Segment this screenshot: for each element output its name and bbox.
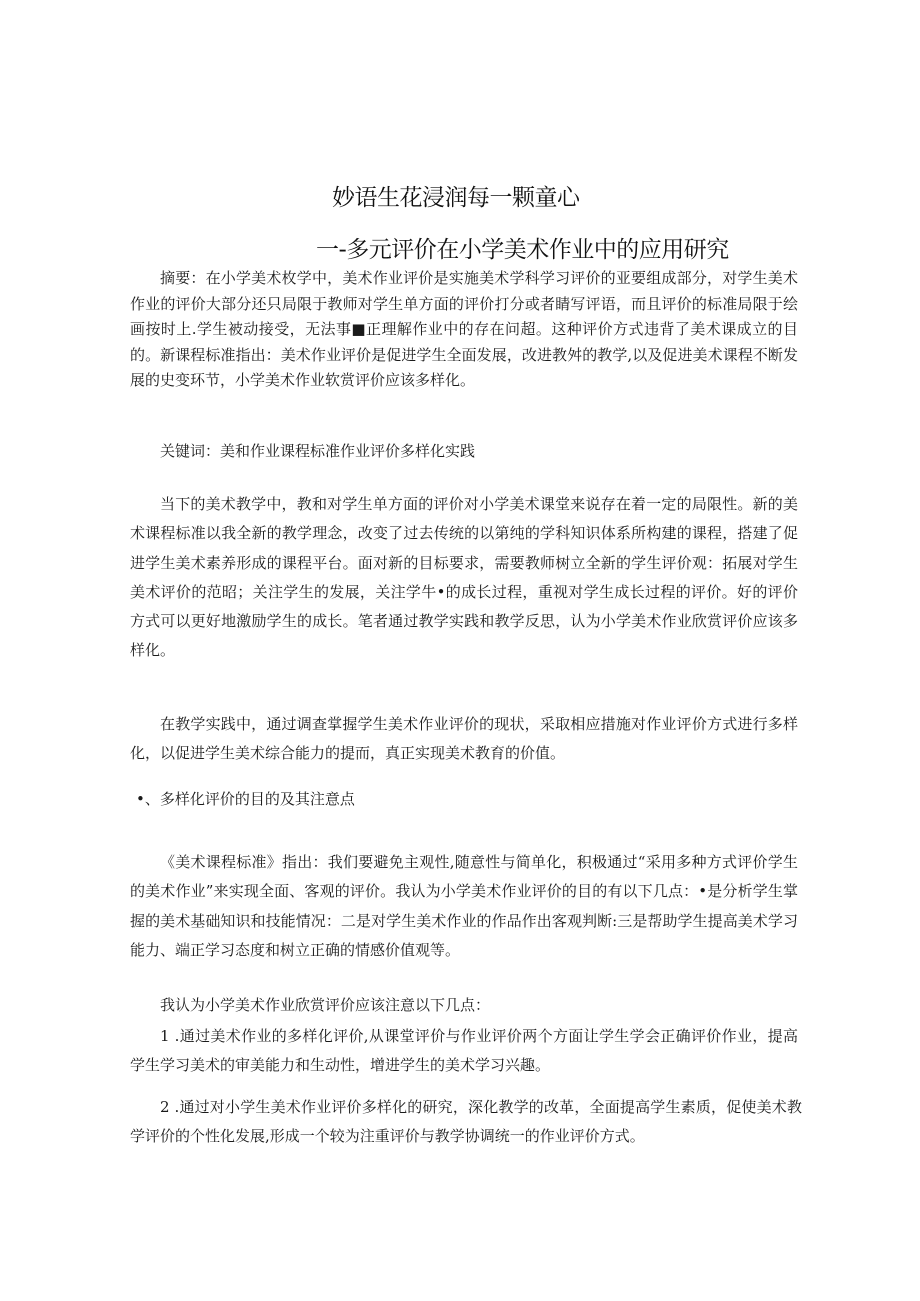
document-subtitle: 一-多元评价在小学美术作业中的应用研究 (316, 237, 729, 263)
list-item-1: 1 .通过美术作业的多样化评价,从课堂评价与作业评价两个方面让学生学会正确评价作业，提高学生学习美术的审美能力和生动性，增进学生的美术学习兴趣。 (130, 1027, 798, 1075)
body-paragraph-2: 在教学实践中，通过调查掌握学生美术作业评价的现状，采取相应措施对作业评价方式进行多样化，以促进学生美术综合能力的提而，真正实现美术教育的价值。 (130, 715, 798, 763)
list-item-2: 2 .通过对小学生美术作业评价多样化的研究，深化教学的改革，全面提高学生素质，促使美术教学评价的个性化发展,形成一个较为注重评价与教学协调统一的作业评价方式。 (130, 1098, 802, 1146)
body-paragraph-3: 《美术课程标准》指出：我们要避免主观性,随意性与简单化，积极通过“采用多种方式评价学生的美术作业”来实现全面、客观的评价。我认为小学美术作业评价的目的有以下几点：•是分析学生掌握的美术基础知识和技能情况：二是对学生美术作业的作品作出客观判断:三是帮助学生提高美术学习能力、端正学习态度和树立正确的情感价值观等。 (130, 853, 798, 959)
body-paragraph-1: 当下的美术教学中，教和对学生单方面的评价对小学美术课堂来说存在着一定的局限性。新的美术课程标准以我全新的教学理念，改变了过去传统的以第纯的学科知识体系所构建的课程，搭建了促进学生美术素养形成的课程平台。面对新的目标要求，需要教师树立全新的学生评价观：拓展对学生美术评价的范昭；关注学生的发展，关注学牛•的成长过程，重视对学生成长过程的评价。好的评价方式可以更好地激励学生的成长。笔者通过教学实践和教学反思，认为小学美术作业欣赏评价应该多样化。 (130, 495, 798, 660)
body-paragraph-4: 我认为小学美术作业欣赏评价应该注意以下几点： (160, 996, 491, 1014)
keywords-line: 关键词：美和作业课程标准作业评价多样化实践 (160, 442, 476, 460)
abstract-paragraph: 摘要：在小学美术枚学中，美术作业评价是实施美术学科学习评价的亚要组成部分，对学生美术作业的评价大部分还只局限于教师对学生单方面的评价打分或者睛写评语，而且评价的标准局限于绘画按时上.学生被动接受，无法事■正理解作业中的存在问超。这种评价方式违背了美术课成立的目的。新课程标准指出：美术作业评价是促进学生全面发展，改进教舛的教学,以及促进美术课程不断发展的史变环节，小学美术作业软赏评价应该多样化。 (130, 269, 798, 389)
document-title: 妙语生花浸润每一颗童心 (332, 185, 580, 211)
section-heading: •、多样化评价的目的及其注意点 (136, 790, 355, 808)
